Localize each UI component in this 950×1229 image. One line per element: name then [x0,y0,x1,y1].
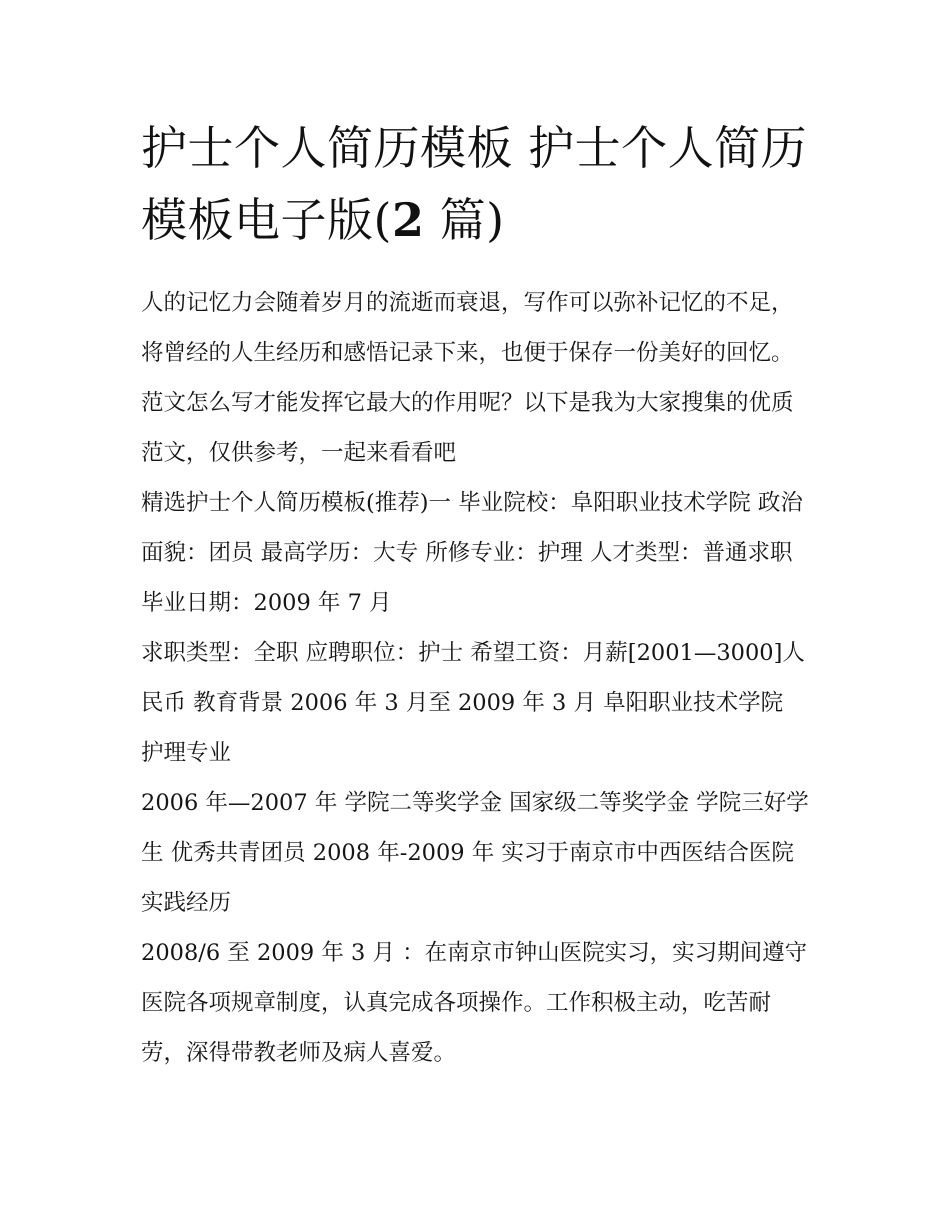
title-count: 2 [391,193,425,247]
document-body [141,278,811,1078]
title-text: 护士个人简历模板 护士个人简历模板电子版( [141,121,808,247]
intro-paragraph: 人的记忆力会随着岁月的流逝而衰退，写作可以弥补记忆的不足，将曾经的人生经历和感悟记录下来，也便于保存一份美好的回忆。范文怎么写才能发挥它最大的作用呢？以下是我为大家搜集的优质范文，仅供参考，一起来看看吧 [141,290,794,466]
title-suffix: 篇) [424,193,505,247]
awards-paragraph: 2006 年—2007 年 学院二等奖学金 国家级二等奖学金 学院三好学生 优秀共青团员 2008 年-2009 年 实习于南京市中西医结合医院实践经历 [141,790,809,916]
document-title [141,112,811,256]
document-page [141,112,811,1078]
job-intention-paragraph: 求职类型：全职 应聘职位：护士 希望工资：月薪[2001—3000]人民币 教育背景 2006 年 3 月至 2009 年 3 月 阜阳职业技术学院 护理专业 [141,640,805,766]
internship-paragraph: 2008/6 至 2009 年 3 月 ：在南京市钟山医院实习，实习期间遵守医院各项规章制度，认真完成各项操作。工作积极主动，吃苦耐劳，深得带教老师及病人喜爱。 [141,940,808,1066]
resume-basic-info-paragraph: 精选护士个人简历模板(推荐)一 毕业院校：阜阳职业技术学院 政治面貌：团员 最高学历：大专 所修专业：护理 人才类型：普通求职 毕业日期：2009 年 7 月 [141,490,803,616]
